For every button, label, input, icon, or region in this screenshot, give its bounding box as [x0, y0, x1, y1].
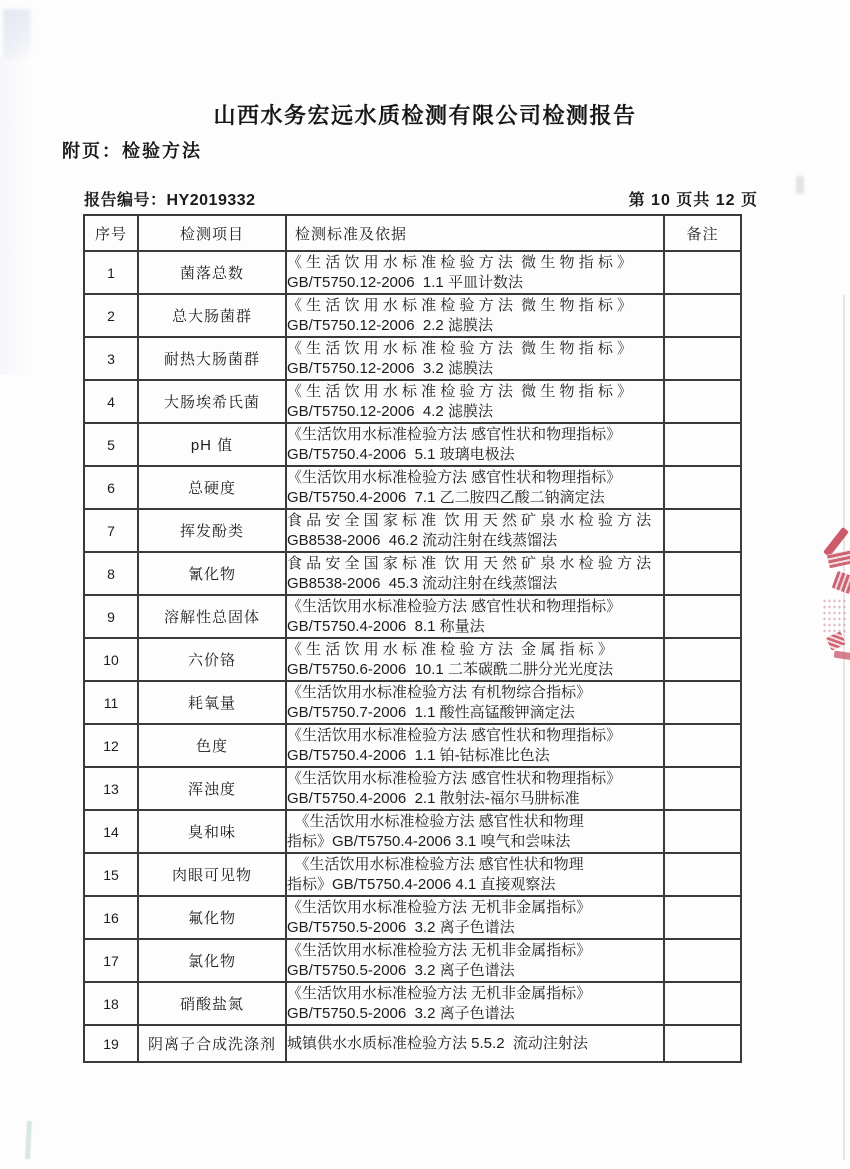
standard-line: GB/T5750.6-2006 10.1 二苯碳酰二肼分光光度法: [287, 660, 613, 678]
standard-line: 食 品 安 全 国 家 标 准 饮 用 天 然 矿 泉 水 检 验 方 法: [287, 511, 652, 529]
row-item: 臭和味: [138, 810, 286, 853]
row-item: 氯化物: [138, 939, 286, 982]
meta-row: [84, 187, 758, 207]
col-header-standard: 检测标准及依据: [286, 215, 664, 251]
row-remark: [664, 466, 741, 509]
methods-table: [83, 214, 742, 1063]
table-row: [84, 466, 741, 509]
standard-line: GB/T5750.12-2006 1.1 平皿计数法: [287, 273, 523, 291]
seal-speckle: [822, 598, 848, 636]
row-item: 肉眼可见物: [138, 853, 286, 896]
row-remark: [664, 380, 741, 423]
row-standard: [286, 724, 664, 767]
row-remark: [664, 251, 741, 294]
row-standard: [286, 509, 664, 552]
row-remark: [664, 423, 741, 466]
section-label: 附页：检验方法: [62, 141, 202, 161]
row-item: 挥发酚类: [138, 509, 286, 552]
table-row: [84, 380, 741, 423]
standard-line: GB/T5750.7-2006 1.1 酸性高锰酸钾滴定法: [287, 703, 575, 721]
row-standard: [286, 423, 664, 466]
report-number-value: HY2019332: [166, 192, 256, 209]
standard-line: GB/T5750.4-2006 8.1 称量法: [287, 617, 485, 635]
row-standard: [286, 1025, 664, 1062]
row-no: 8: [84, 552, 138, 595]
teal-mark-bottom-left: [25, 1121, 32, 1159]
standard-line: GB/T5750.12-2006 2.2 滤膜法: [287, 316, 493, 334]
row-no: 16: [84, 896, 138, 939]
standard-line: 《 生 活 饮 用 水 标 准 检 验 方 法 微 生 物 指 标 》: [287, 382, 633, 400]
report-number-label: 报告编号：: [84, 192, 167, 209]
table-row: [84, 337, 741, 380]
table-row: [84, 294, 741, 337]
standard-line: 《生活饮用水标准检验方法 感官性状和物理指标》: [287, 726, 622, 744]
standard-line: GB/T5750.4-2006 1.1 铂-钴标准比色法: [287, 746, 550, 764]
row-item: 氰化物: [138, 552, 286, 595]
table-row: [84, 509, 741, 552]
row-no: 2: [84, 294, 138, 337]
row-no: 6: [84, 466, 138, 509]
row-item: 浑浊度: [138, 767, 286, 810]
col-header-remark: 备注: [664, 215, 741, 251]
row-item: 硝酸盐氮: [138, 982, 286, 1025]
row-no: 19: [84, 1025, 138, 1062]
table-row: [84, 724, 741, 767]
table-row: [84, 982, 741, 1025]
row-no: 17: [84, 939, 138, 982]
row-remark: [664, 724, 741, 767]
red-seal-fragment: [808, 522, 850, 682]
row-remark: [664, 294, 741, 337]
standard-line: GB/T5750.5-2006 3.2 离子色谱法: [287, 918, 515, 936]
standard-line: 《 生 活 饮 用 水 标 准 检 验 方 法 金 属 指 标 》: [287, 640, 613, 658]
standard-line: GB/T5750.4-2006 2.1 散射法-福尔马肼标准: [287, 789, 580, 807]
row-no: 15: [84, 853, 138, 896]
row-standard: [286, 982, 664, 1025]
row-no: 14: [84, 810, 138, 853]
row-item: 色度: [138, 724, 286, 767]
standard-line: 《生活饮用水标准检验方法 感官性状和物理指标》: [287, 769, 622, 787]
table-row: [84, 810, 741, 853]
seal-stroke: [834, 651, 850, 661]
standard-line: 《生活饮用水标准检验方法 感官性状和物理: [287, 812, 584, 830]
row-item: 阴离子合成洗涤剂: [138, 1025, 286, 1062]
standard-line: GB8538-2006 46.2 流动注射在线蒸馏法: [287, 531, 558, 549]
standard-line: 城镇供水水质标准检验方法 5.5.2 流动注射法: [287, 1034, 588, 1052]
report-number: [84, 187, 256, 210]
row-item: 氟化物: [138, 896, 286, 939]
table-row: [84, 552, 741, 595]
row-remark: [664, 982, 741, 1025]
row-no: 12: [84, 724, 138, 767]
standard-line: 《 生 活 饮 用 水 标 准 检 验 方 法 微 生 物 指 标 》: [287, 296, 633, 314]
standard-line: GB/T5750.4-2006 5.1 玻璃电极法: [287, 445, 515, 463]
table-header-row: [84, 215, 741, 251]
row-remark: [664, 681, 741, 724]
row-remark: [664, 337, 741, 380]
page-indicator: 第 10 页共 12 页: [628, 192, 758, 209]
standard-line: 《生活饮用水标准检验方法 感官性状和物理: [287, 855, 584, 873]
standard-line: 《 生 活 饮 用 水 标 准 检 验 方 法 微 生 物 指 标 》: [287, 339, 633, 357]
row-remark: [664, 939, 741, 982]
row-remark: [664, 509, 741, 552]
row-item: 耗氧量: [138, 681, 286, 724]
row-remark: [664, 853, 741, 896]
row-item: 菌落总数: [138, 251, 286, 294]
table-row: [84, 853, 741, 896]
table-body: [84, 251, 741, 1062]
row-item: 六价铬: [138, 638, 286, 681]
standard-line: GB/T5750.5-2006 3.2 离子色谱法: [287, 961, 515, 979]
row-item: pH 值: [138, 423, 286, 466]
seal-stroke: [832, 571, 850, 595]
row-no: 4: [84, 380, 138, 423]
scan-line-right-edge: [843, 295, 845, 1160]
row-standard: [286, 767, 664, 810]
row-no: 11: [84, 681, 138, 724]
standard-line: GB/T5750.4-2006 7.1 乙二胺四乙酸二钠滴定法: [287, 488, 605, 506]
row-no: 5: [84, 423, 138, 466]
row-standard: [286, 939, 664, 982]
standard-line: 《生活饮用水标准检验方法 无机非金属指标》: [287, 941, 592, 959]
row-remark: [664, 810, 741, 853]
table-row: [84, 423, 741, 466]
row-standard: [286, 595, 664, 638]
row-standard: [286, 552, 664, 595]
table-row: [84, 681, 741, 724]
row-item: 总大肠菌群: [138, 294, 286, 337]
row-remark: [664, 767, 741, 810]
row-standard: [286, 638, 664, 681]
row-standard: [286, 896, 664, 939]
row-no: 9: [84, 595, 138, 638]
standard-line: 《生活饮用水标准检验方法 有机物综合指标》: [287, 683, 592, 701]
row-remark: [664, 552, 741, 595]
row-standard: [286, 337, 664, 380]
table-row: [84, 939, 741, 982]
table-row: [84, 896, 741, 939]
row-item: 大肠埃希氏菌: [138, 380, 286, 423]
col-header-no: 序号: [84, 215, 138, 251]
row-standard: [286, 681, 664, 724]
row-no: 10: [84, 638, 138, 681]
scan-gray-mark-right: [796, 176, 804, 194]
standard-line: 《 生 活 饮 用 水 标 准 检 验 方 法 微 生 物 指 标 》: [287, 253, 633, 271]
standard-line: 食 品 安 全 国 家 标 准 饮 用 天 然 矿 泉 水 检 验 方 法: [287, 554, 652, 572]
standard-line: 指标》GB/T5750.4-2006 3.1 嗅气和尝味法: [287, 832, 571, 850]
row-item: 耐热大肠菌群: [138, 337, 286, 380]
row-standard: [286, 380, 664, 423]
row-no: 1: [84, 251, 138, 294]
standard-line: GB/T5750.12-2006 4.2 滤膜法: [287, 402, 493, 420]
standard-line: GB/T5750.5-2006 3.2 离子色谱法: [287, 1004, 515, 1022]
standard-line: 《生活饮用水标准检验方法 感官性状和物理指标》: [287, 425, 622, 443]
scan-smudge-top-left: [3, 9, 31, 59]
table-row: [84, 251, 741, 294]
standard-line: 《生活饮用水标准检验方法 无机非金属指标》: [287, 898, 592, 916]
col-header-item: 检测项目: [138, 215, 286, 251]
row-item: 总硬度: [138, 466, 286, 509]
row-remark: [664, 896, 741, 939]
row-standard: [286, 294, 664, 337]
row-standard: [286, 466, 664, 509]
page-title: 山西水务宏远水质检测有限公司检测报告: [213, 103, 637, 128]
standard-line: 《生活饮用水标准检验方法 无机非金属指标》: [287, 984, 592, 1002]
table-row: [84, 595, 741, 638]
standard-line: 指标》GB/T5750.4-2006 4.1 直接观察法: [287, 875, 556, 893]
standard-line: GB/T5750.12-2006 3.2 滤膜法: [287, 359, 493, 377]
row-standard: [286, 810, 664, 853]
row-remark: [664, 595, 741, 638]
row-standard: [286, 251, 664, 294]
standard-line: 《生活饮用水标准检验方法 感官性状和物理指标》: [287, 468, 622, 486]
row-remark: [664, 638, 741, 681]
row-standard: [286, 853, 664, 896]
table-row: [84, 767, 741, 810]
standard-line: 《生活饮用水标准检验方法 感官性状和物理指标》: [287, 597, 622, 615]
row-item: 溶解性总固体: [138, 595, 286, 638]
row-remark: [664, 1025, 741, 1062]
row-no: 7: [84, 509, 138, 552]
row-no: 18: [84, 982, 138, 1025]
row-no: 13: [84, 767, 138, 810]
table-row: [84, 638, 741, 681]
table-row: [84, 1025, 741, 1062]
row-no: 3: [84, 337, 138, 380]
standard-line: GB8538-2006 45.3 流动注射在线蒸馏法: [287, 574, 558, 592]
